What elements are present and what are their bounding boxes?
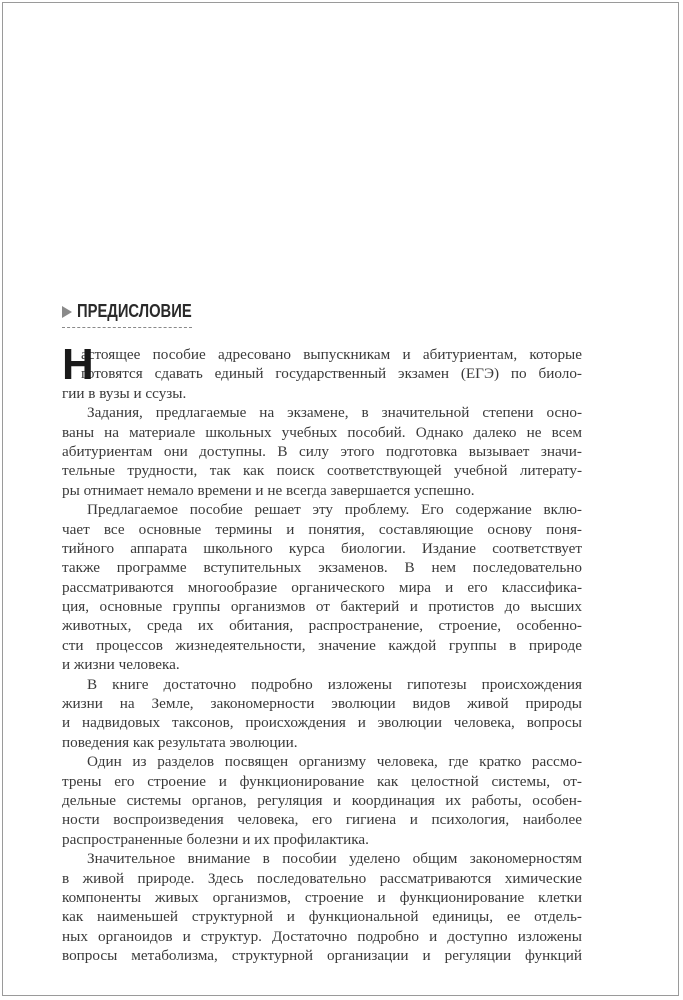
paragraph — [62, 849, 582, 965]
text-line: и надвидовых таксонов, происхождения и эволюции человека, вопросы — [62, 714, 582, 732]
paragraph — [62, 675, 582, 753]
text-line: вопросы метаболизма, структурной организации и регуляции функций — [62, 947, 582, 965]
text-line: жизни на Земле, закономерности эволюции видов живой природы — [62, 695, 582, 713]
text-line: гии в вузы и ссузы. — [62, 384, 187, 402]
paragraph — [62, 340, 582, 403]
heading-dashed-rule — [62, 327, 192, 328]
text-line: и жизни человека. — [62, 656, 180, 674]
text-line: ция, основные группы организмов от бактерий и протистов до высших — [62, 598, 582, 616]
text-line: животных, среда их обитания, распространение, строение, особенно- — [62, 617, 582, 635]
triangle-marker-icon — [62, 306, 72, 318]
text-line: В книге достаточно подробно изложены гипотезы происхождения — [87, 675, 582, 693]
text-line: сти процессов жизнедеятельности, значение каждой группы в природе — [62, 636, 582, 654]
drop-cap: Н — [62, 340, 94, 389]
text-line: рассматриваются многообразие органического мира и его классифика- — [62, 578, 582, 596]
heading-text: ПРЕДИСЛОВИЕ — [77, 301, 192, 321]
text-line: тельные трудности, так как поиск соответствующей учебной литерату- — [62, 462, 582, 480]
preface-body — [62, 340, 582, 966]
paragraph — [62, 403, 582, 500]
text-line: тийного аппарата школьного курса биологии. Издание соответствует — [62, 539, 582, 557]
text-line: распространенные болезни и их профилактика. — [62, 830, 369, 848]
text-line: Значительное внимание в пособии уделено общим закономерностям — [87, 850, 582, 868]
text-line: астоящее пособие адресовано выпускникам и абитуриентам, которые — [81, 346, 582, 363]
paragraph — [62, 500, 582, 675]
text-line: как наименьшей структурной и функциональной единицы, ее отдель- — [62, 908, 582, 926]
text-line: Предлагаемое пособие решает эту проблему. Его содержание вклю- — [87, 501, 582, 519]
text-line: в живой природе. Здесь последовательно рассматриваются химические — [62, 869, 582, 887]
paragraph — [62, 752, 582, 849]
text-line: ваны на материале школьных учебных пособий. Однако далеко не всем — [62, 423, 582, 441]
text-line: Задания, предлагаемые на экзамене, в значительной степени осно- — [87, 404, 582, 422]
text-line: компоненты живых организмов, строение и функционирование клетки — [62, 888, 582, 906]
text-line: ных органоидов и структур. Достаточно подробно и доступно изложены — [62, 927, 582, 945]
text-line: чает все основные термины и понятия, составляющие основу поня- — [62, 520, 582, 538]
text-line: дельные системы органов, регуляция и координация их работы, особен- — [62, 791, 582, 809]
text-line: готовятся сдавать единый государственный экзамен (ЕГЭ) по биоло- — [81, 365, 582, 383]
text-line: поведения как результата эволюции. — [62, 733, 298, 751]
text-line: ры отнимает немало времени и не всегда завершается успешно. — [62, 481, 475, 499]
text-line: ности воспроизведения человека, его гигиена и психология, наиболее — [62, 811, 582, 829]
text-line: также программе вступительных экзаменов. В нем последовательно — [62, 559, 582, 577]
text-line: Один из разделов посвящен организму человека, где кратко рассмо- — [87, 753, 582, 771]
text-line: абитуриентам они доступны. В силу этого подготовка вызывает значи- — [62, 442, 582, 460]
text-line: трены его строение и функционирование как целостной системы, от- — [62, 772, 582, 790]
section-heading — [62, 301, 217, 322]
